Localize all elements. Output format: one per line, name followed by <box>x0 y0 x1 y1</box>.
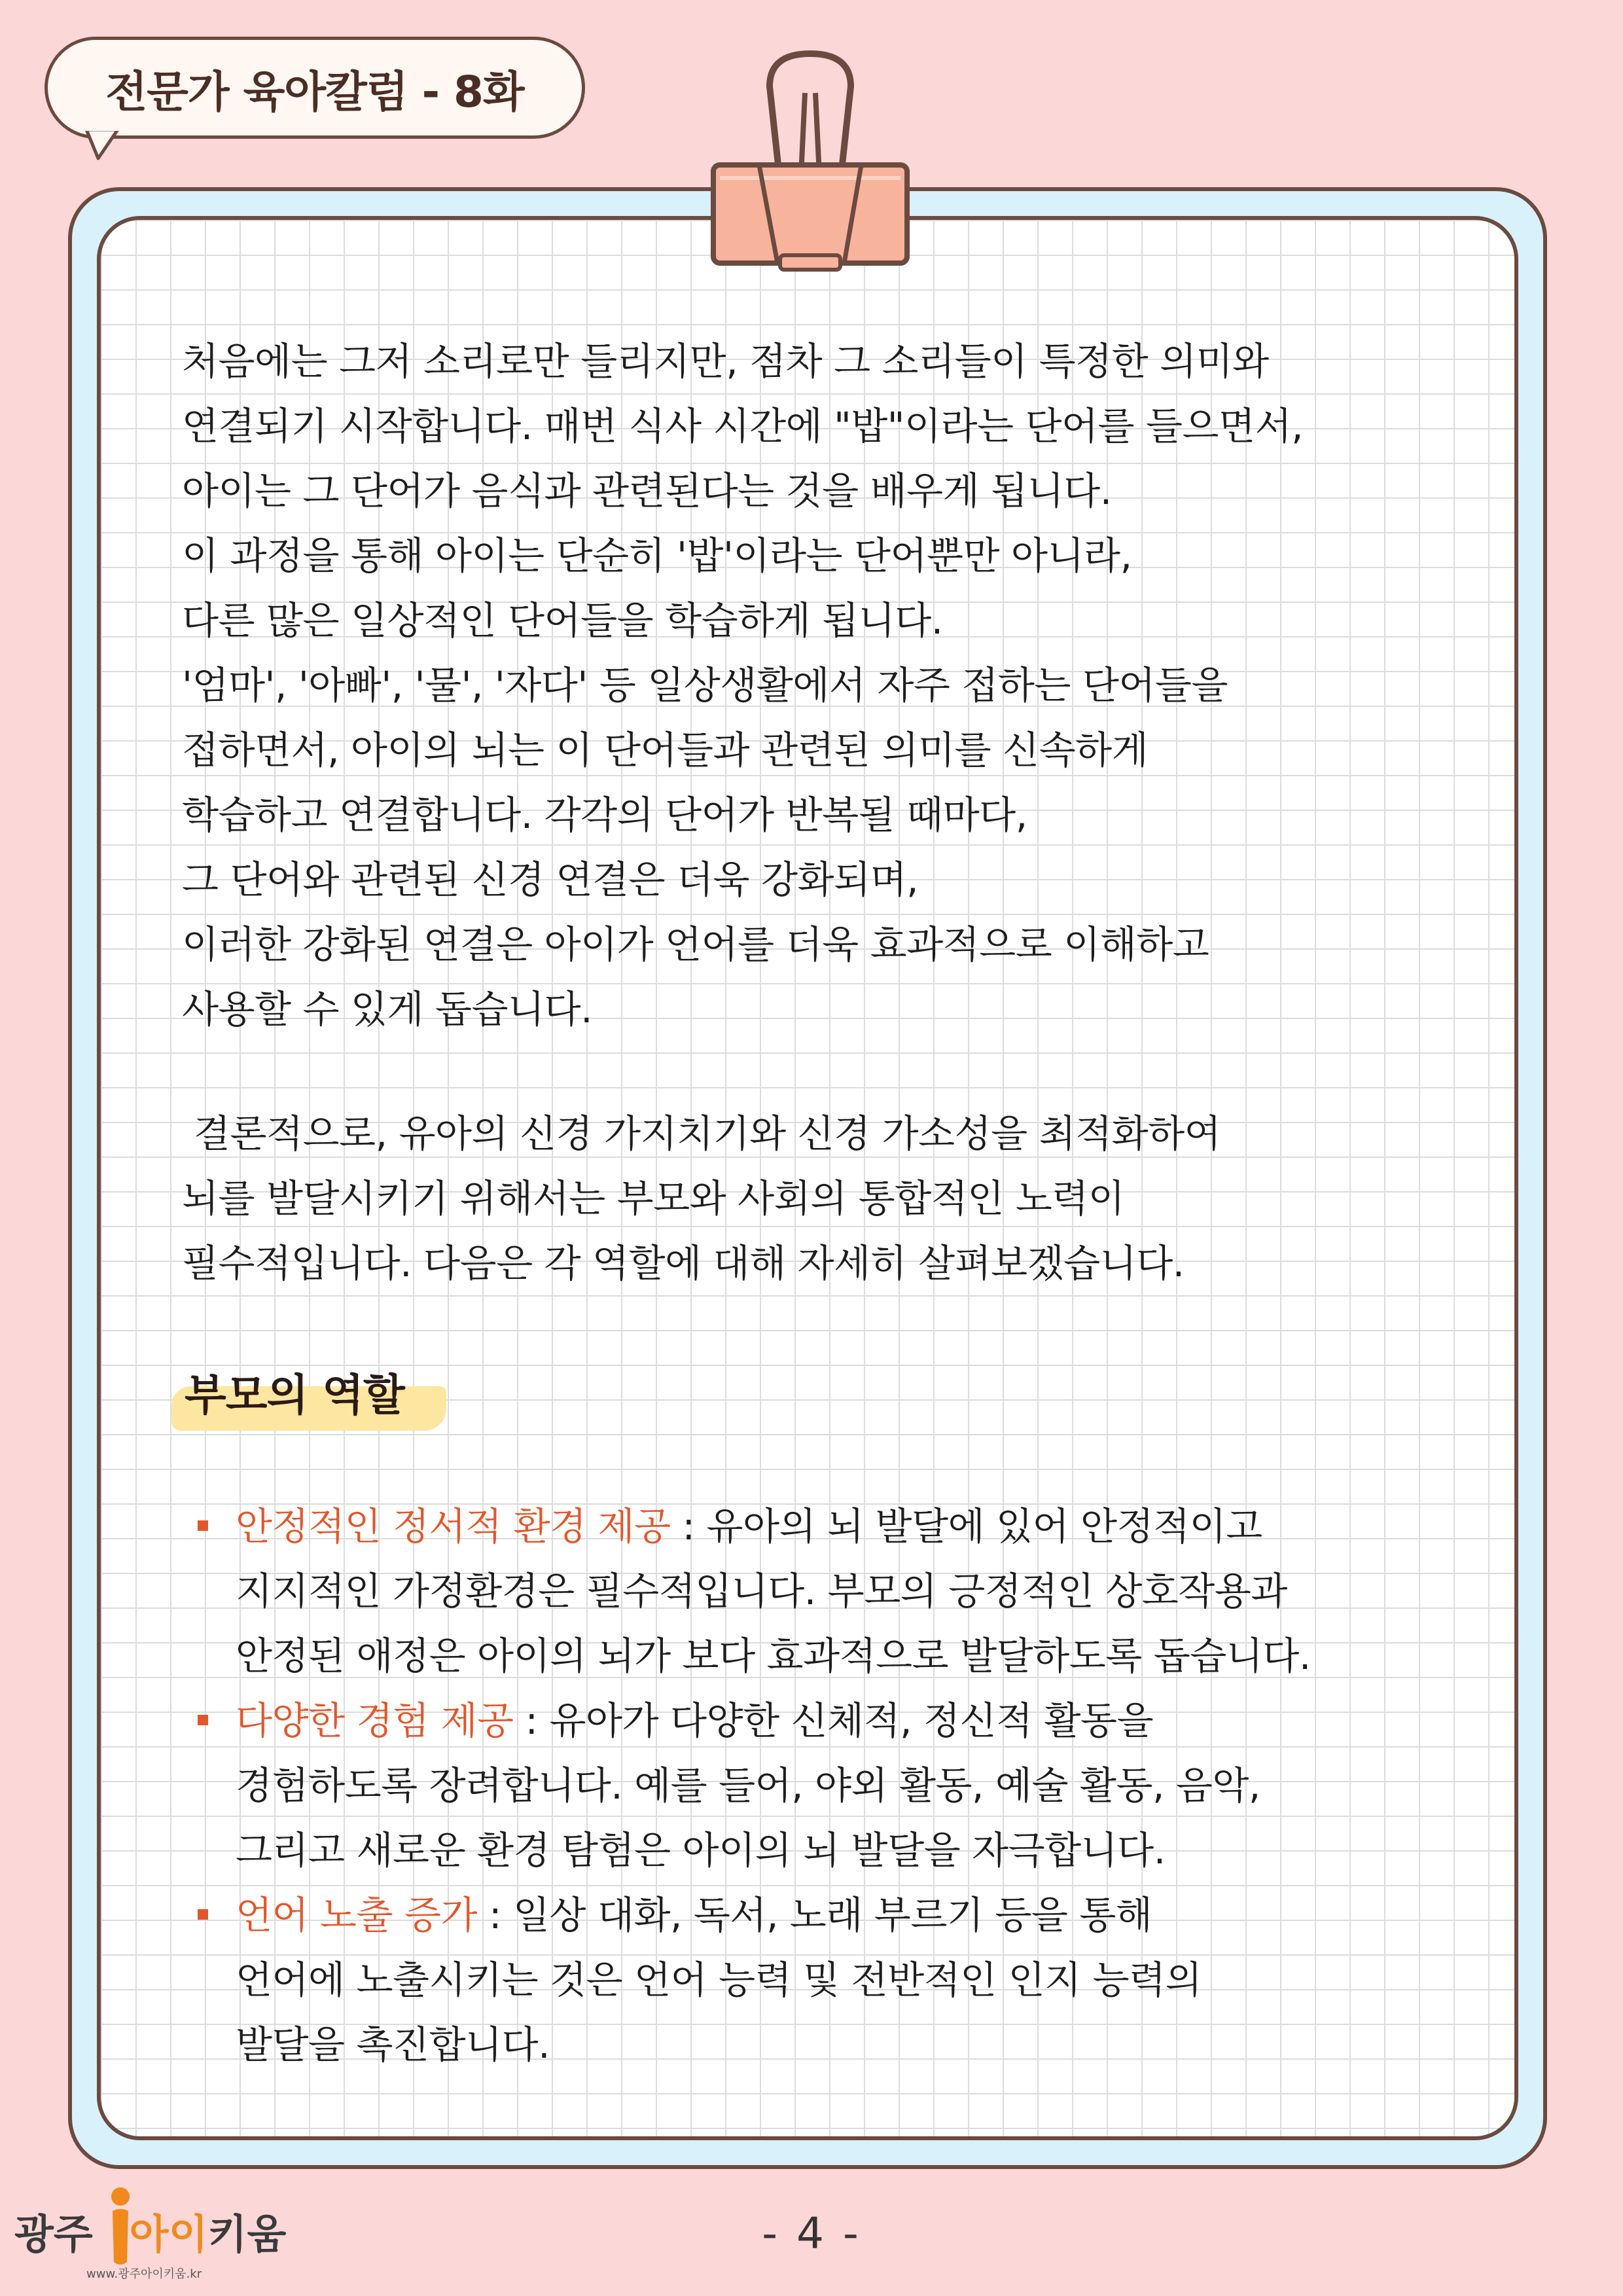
bullet-square-icon <box>198 1909 208 1920</box>
text-line: 필수적입니다. 다음은 각 역할에 대해 자세히 살펴보겠습니다. <box>182 1241 1185 1285</box>
conclusion-paragraph <box>182 1102 1491 1296</box>
text-line: 연결되기 시작합니다. 매번 식사 시간에 "밥"이라는 단어를 들으면서, <box>182 404 1304 448</box>
bullet-text: 언어에 노출시키는 것은 언어 능력 및 전반적인 인지 능력의 <box>236 1958 1202 2002</box>
bullet-square-icon <box>198 1715 208 1725</box>
bullet-text: : 일상 대화, 독서, 노래 부르기 등을 통해 <box>477 1893 1152 1937</box>
text-line: 뇌를 발달시키기 위해서는 부모와 사회의 통합적인 노력이 <box>182 1176 1125 1221</box>
speech-bubble-tail-icon <box>84 130 123 161</box>
bullet-text: 안정된 애정은 아이의 뇌가 보다 효과적으로 발달하도록 돕습니다. <box>236 1634 1311 1678</box>
text-line: 사용할 수 있게 돕습니다. <box>182 987 593 1031</box>
bullet-text: 그리고 새로운 환경 탐험은 아이의 뇌 발달을 자극합니다. <box>236 1828 1166 1873</box>
column-tag-title: 전문가 육아칼럼 - 8화 <box>105 66 524 117</box>
bullet-heading: 언어 노출 증가 <box>236 1893 478 1937</box>
bullet-text: 지지적인 가정환경은 필수적입니다. 부모의 긍정적인 상호작용과 <box>236 1569 1287 1613</box>
logo-url: www.광주아이키움.kr <box>86 2267 202 2281</box>
role-list <box>196 1494 1505 2077</box>
text-line: 접하면서, 아이의 뇌는 이 단어들과 관련된 의미를 신속하게 <box>182 728 1149 772</box>
bullet-heading: 안정적인 정서적 환경 제공 <box>236 1504 671 1549</box>
list-item <box>196 1494 1505 1689</box>
text-line: 결론적으로, 유아의 신경 가지치기와 신경 가소성을 최적화하여 <box>182 1111 1221 1156</box>
column-tag-bubble <box>45 37 585 139</box>
person-icon <box>107 2185 134 2270</box>
bullet-text: 경험하도록 장려합니다. 예를 들어, 야외 활동, 예술 활동, 음악, <box>236 1763 1260 1808</box>
text-line: 처음에는 그저 소리로만 들리지만, 점차 그 소리들이 특정한 의미와 <box>182 339 1269 384</box>
logo-wordmark <box>14 2202 286 2260</box>
page-number: - 4 - <box>762 2208 861 2259</box>
text-line: 다른 많은 일상적인 단어들을 학습하게 됩니다. <box>182 598 943 643</box>
intro-paragraph <box>182 329 1491 1042</box>
logo-part: 아이 <box>129 2210 208 2258</box>
bullet-text: : 유아의 뇌 발달에 있어 안정적이고 <box>670 1504 1262 1549</box>
logo-part: 광주 <box>14 2210 93 2258</box>
section-title: 부모의 역할 <box>185 1370 404 1420</box>
text-line: 이러한 강화된 연결은 아이가 언어를 더욱 효과적으로 이해하고 <box>182 922 1209 967</box>
bullet-heading: 다양한 경험 제공 <box>236 1698 514 1743</box>
text-line: 아이는 그 단어가 음식과 관련된다는 것을 배우게 됩니다. <box>182 469 1112 513</box>
list-item <box>196 1883 1505 2077</box>
list-item <box>196 1689 1505 1883</box>
text-line: 그 단어와 관련된 신경 연결은 더욱 강화되며, <box>182 857 919 902</box>
binder-clip-icon <box>707 41 916 276</box>
text-line: 이 과정을 통해 아이는 단순히 '밥'이라는 단어뿐만 아니라, <box>182 533 1132 578</box>
bullet-text: 발달을 촉진합니다. <box>236 2022 550 2067</box>
bullet-square-icon <box>198 1520 208 1531</box>
bullet-text: : 유아가 다양한 신체적, 정신적 활동을 <box>513 1698 1154 1743</box>
text-line: '엄마', '아빠', '물', '자다' 등 일상생활에서 자주 접하는 단어들을 <box>182 663 1228 708</box>
text-line: 학습하고 연결합니다. 각각의 단어가 반복될 때마다, <box>182 793 1027 837</box>
logo-part: 키움 <box>207 2210 287 2258</box>
